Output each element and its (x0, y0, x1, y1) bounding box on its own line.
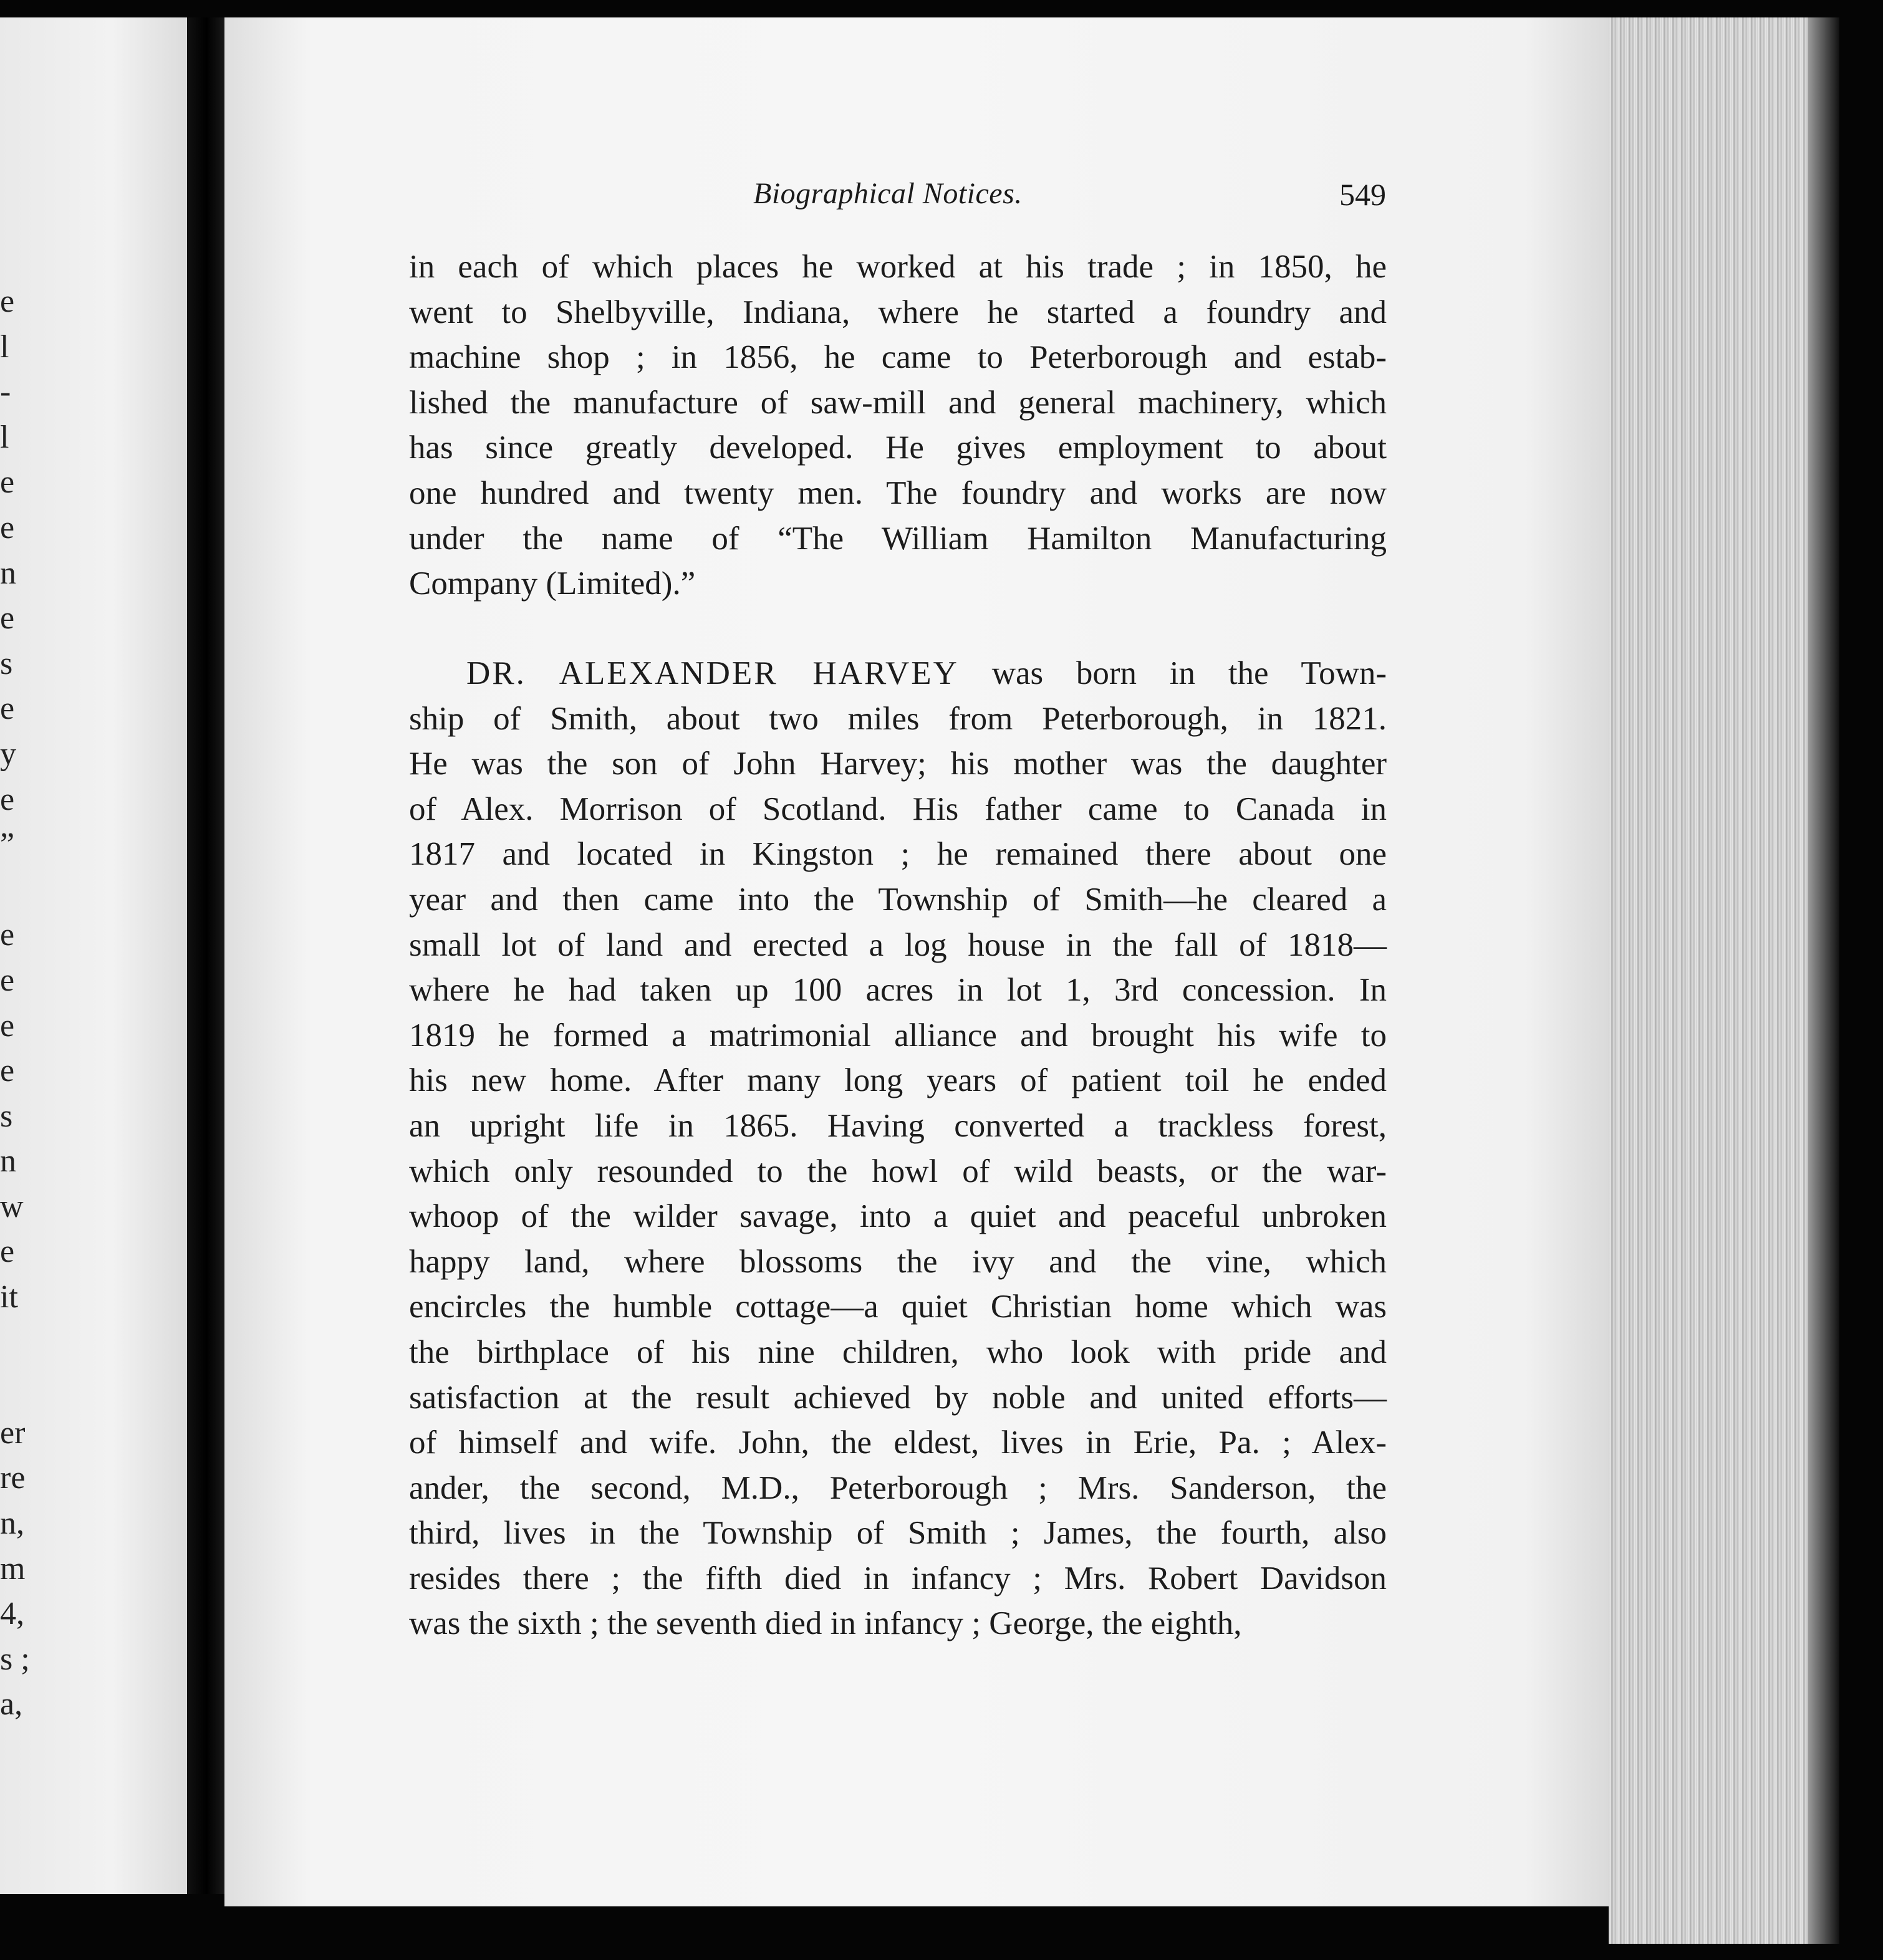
text-line: lished the manufacture of saw-mill and general machinery, which (409, 384, 1387, 421)
previous-page-line-ending: er (0, 1415, 26, 1451)
previous-page-line-ending: w (0, 1188, 24, 1224)
text-line: happy land, where blossoms the ivy and the vine, which (409, 1243, 1387, 1280)
previous-page-line-ending: e (0, 1053, 15, 1089)
previous-page-line-ending: m (0, 1550, 26, 1587)
previous-page-line-ending: n (0, 555, 16, 591)
text-line: an upright life in 1865. Having converted a trackless forest, (409, 1107, 1387, 1144)
page-block-edges (1609, 17, 1821, 1944)
previous-page-line-ending: it (0, 1279, 18, 1315)
text-line: in each of which places he worked at his trade ; in 1850, he (409, 249, 1387, 285)
previous-page-line-ending: n, (0, 1506, 24, 1542)
previous-page-line-ending (0, 868, 25, 913)
text-line-rest: was born in the Town- (958, 655, 1387, 691)
text-line: was the sixth ; the seventh died in infancy ; George, the eighth, (409, 1605, 1242, 1642)
previous-page-line-ending: e (0, 691, 15, 727)
text-line: where he had taken up 100 acres in lot 1, 3rd concession. In (409, 972, 1387, 1009)
previous-page-line-ending: e (0, 284, 15, 319)
paragraph-harvey (409, 651, 1387, 1646)
text-line: ship of Smith, about two miles from Peterborough, in 1821. (409, 700, 1387, 737)
previous-page-line-ending: e (0, 600, 15, 637)
previous-page-line-ending: e (0, 509, 15, 545)
previous-page-line-ending: e (0, 1234, 15, 1270)
text-line: his new home. After many long years of patient toil he ended (409, 1062, 1387, 1099)
previous-page-line-ending: re (0, 1460, 26, 1496)
text-line: whoop of the wilder savage, into a quiet and peaceful unbroken (409, 1198, 1387, 1235)
text-line: machine shop ; in 1856, he came to Peterborough and estab- (409, 339, 1387, 376)
previous-page-line-ending: a, (0, 1686, 23, 1722)
text-line: the birthplace of his nine children, who look with pride and (409, 1333, 1387, 1370)
text-line: one hundred and twenty men. The foundry and works are now (409, 474, 1387, 511)
page-block-shadow (1808, 17, 1839, 1944)
text-line: has since greatly developed. He gives employment to about (409, 430, 1387, 466)
previous-page-line-ending: l (0, 419, 9, 455)
text-line: 1817 and located in Kingston ; he remained there about one (409, 836, 1387, 873)
text-line: satisfaction at the result achieved by noble and united efforts— (409, 1379, 1387, 1416)
text-line: of Alex. Morrison of Scotland. His father came to Canada in (409, 790, 1387, 827)
previous-page-line-ending: n (0, 1143, 16, 1179)
text-line (409, 651, 1387, 696)
page-number: 549 (1339, 177, 1386, 212)
name-lead-in: DR. ALEXANDER HARVEY (466, 655, 959, 691)
text-line: He was the son of John Harvey; his mother was the daughter (409, 746, 1387, 782)
text-line: under the name of “The William Hamilton Manufacturing (409, 520, 1387, 557)
previous-page-line-ending: e (0, 781, 15, 817)
previous-page-edge (0, 17, 187, 1894)
text-line: Company (Limited).” (409, 565, 696, 602)
text-line: 1819 he formed a matrimonial alliance and brought his wife to (409, 1017, 1387, 1054)
previous-page-line-ending: e (0, 1007, 15, 1044)
previous-page-line-ending (0, 1365, 25, 1411)
previous-page-line-ending: e (0, 917, 15, 953)
text-line: encircles the humble cottage—a quiet Christian home which was (409, 1289, 1387, 1325)
text-line: went to Shelbyville, Indiana, where he started a foundry and (409, 294, 1387, 330)
book-gutter (187, 17, 226, 1894)
paragraph-hamilton (409, 244, 1387, 607)
previous-page-line-ending: s (0, 645, 13, 681)
previous-page-line-ending: 4, (0, 1596, 24, 1632)
previous-page-line-ending: - (0, 374, 11, 410)
text-line: which only resounded to the howl of wild beasts, or the war- (409, 1153, 1387, 1189)
text-line: third, lives in the Township of Smith ; James, the fourth, also (409, 1515, 1387, 1552)
previous-page-line-endings (0, 279, 30, 1727)
text-line: small lot of land and erected a log house in the fall of 1818— (409, 926, 1387, 963)
previous-page-line-ending: l (0, 329, 9, 365)
text-line: ander, the second, M.D., Peterborough ; Mrs. Sanderson, the (409, 1469, 1387, 1506)
previous-page-line-ending: ” (0, 827, 15, 863)
text-line: year and then came into the Township of Smith—he cleared a (409, 881, 1387, 918)
previous-page-line-ending: s (0, 1098, 13, 1134)
running-head: Biographical Notices. (753, 177, 1023, 210)
text-line: resides there ; the fifth died in infancy ; Mrs. Robert Davidson (409, 1560, 1387, 1597)
previous-page-line-ending: e (0, 962, 15, 998)
previous-page-line-ending (0, 1320, 25, 1366)
previous-page-line-ending: s ; (0, 1641, 30, 1677)
previous-page-line-ending: y (0, 736, 16, 772)
text-line: of himself and wife. John, the eldest, lives in Erie, Pa. ; Alex- (409, 1424, 1387, 1461)
previous-page-line-ending: e (0, 464, 15, 501)
